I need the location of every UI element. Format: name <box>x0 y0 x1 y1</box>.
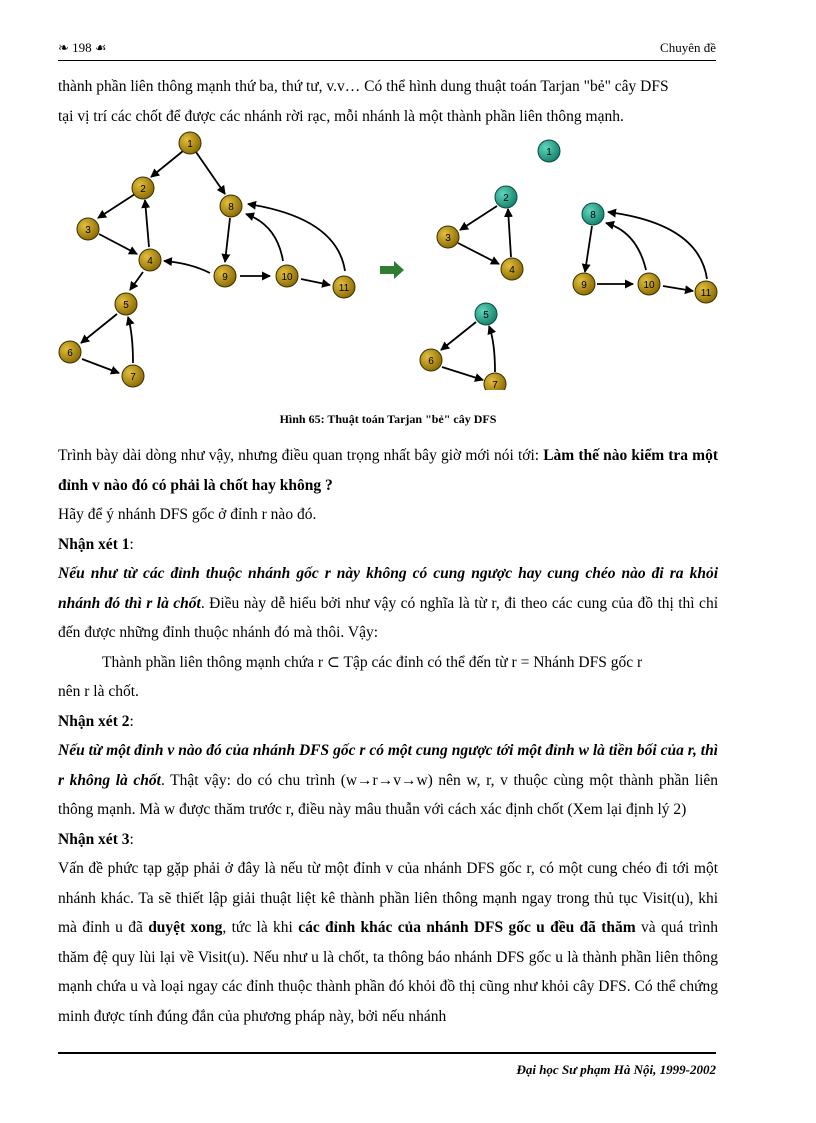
edge-2-3 <box>98 194 135 218</box>
left-node-9 <box>214 265 236 287</box>
left-graph-edges <box>81 151 345 373</box>
left-node-3 <box>77 218 99 240</box>
ornament-right: ☙ <box>94 40 107 55</box>
observation-1-conclusion: nên r là chốt. <box>58 683 139 700</box>
edge-4-5 <box>130 272 143 290</box>
svg-text:7: 7 <box>492 380 498 390</box>
intro-line-1: thành phần liên thông mạnh thứ ba, thứ tư, v.v… Có thể hình dung thuật toán Tarjan "bẻ" cây DFS <box>58 78 669 95</box>
svg-text:4: 4 <box>147 256 153 267</box>
edge-9-4 <box>164 261 210 273</box>
svg-text:11: 11 <box>700 288 712 299</box>
main-body <box>58 441 718 1031</box>
right-node-2 <box>495 186 517 208</box>
r-edge-4-2 <box>508 209 511 257</box>
section-title: Chuyên đề <box>660 40 716 55</box>
r-edge-11-8 <box>608 212 707 279</box>
svg-text:2: 2 <box>140 184 146 195</box>
r-edge-8-9 <box>585 226 592 272</box>
edge-11-8 <box>248 204 345 271</box>
svg-text:2: 2 <box>503 193 509 204</box>
left-node-6 <box>59 341 81 363</box>
right-node-8 <box>582 203 604 225</box>
svg-text:11: 11 <box>338 283 350 294</box>
svg-text:5: 5 <box>483 310 489 321</box>
edge-1-2 <box>151 151 183 177</box>
r-edge-2-3 <box>460 206 497 230</box>
edge-5-6 <box>81 314 117 343</box>
page-number-group <box>58 40 107 56</box>
left-node-1 <box>179 132 201 154</box>
svg-text:9: 9 <box>581 280 587 291</box>
edge-10-11 <box>301 279 330 285</box>
edge-3-4 <box>99 234 137 254</box>
right-node-3 <box>437 226 459 248</box>
svg-text:5: 5 <box>123 300 129 311</box>
page-number: 198 <box>72 40 92 55</box>
right-node-7 <box>484 373 506 390</box>
ornament-left: ❧ <box>58 40 69 55</box>
right-node-6 <box>420 349 442 371</box>
paragraph-question: Trình bày dài dòng như vậy, nhưng điều quan trọng nhất bây giờ mới nói tới: Làm thế nào kiểm tra một đỉnh v nào đó có phải là chốt hay không ? <box>58 447 718 494</box>
intro-text <box>58 72 718 131</box>
svg-text:10: 10 <box>281 272 293 283</box>
right-node-5 <box>475 303 497 325</box>
left-node-5 <box>115 293 137 315</box>
footer-rule <box>58 1052 716 1054</box>
svg-text:3: 3 <box>85 225 91 236</box>
tarjan-figure <box>0 130 816 390</box>
observation-2-title: Nhận xét 2: <box>58 712 134 730</box>
right-node-9 <box>573 273 595 295</box>
observation-1-title: Nhận xét 1: <box>58 535 134 553</box>
paragraph-branch: Hãy để ý nhánh DFS gốc ở đỉnh r nào đó. <box>58 506 317 523</box>
svg-text:7: 7 <box>130 372 136 383</box>
right-node-10 <box>638 273 660 295</box>
right-node-4 <box>501 258 523 280</box>
left-node-4 <box>139 249 161 271</box>
header-rule <box>58 60 716 61</box>
svg-text:3: 3 <box>445 233 451 244</box>
svg-text:9: 9 <box>222 272 228 283</box>
observation-3-text: Vấn đề phức tạp gặp phải ở đây là nếu từ một đỉnh v của nhánh DFS gốc r, có một cung chéo đi tới một nhánh khác. Ta sẽ thiết lập giải thuật liệt kê thành phần liên thông mạnh ngay trong thủ tục Visit(u), khi mà đỉnh u đã duyệt xong, tức là khi các đỉnh khác của nhánh DFS gốc u đều đã thăm và quá trình thăm đệ quy lùi lại về Visit(u). Nếu như u là chốt, ta thông báo nhánh DFS gốc u là thành phần liên thông mạnh chứa u và loại ngay các đỉnh thuộc thành phần đó khỏi đồ thị cũng như khỏi cây DFS. Có thể chứng minh được tính đúng đắn của phương pháp này, bởi nếu nhánh <box>58 860 718 1025</box>
observation-2-text: Nếu từ một đỉnh v nào đó của nhánh DFS gốc r có một cung ngược tới một đỉnh w là tiền bối của r, thì r không là chốt. Thật vậy: do có chu trình (w→r→v→w) nên w, r, v thuộc cùng một thành phần liên thông mạnh. Mà w được thăm trước r, điều này mâu thuẫn với cách xác định chốt (Xem lại định lý 2) <box>58 742 718 818</box>
observation-3-title: Nhận xét 3: <box>58 830 134 848</box>
observation-1-text: Nếu như từ các đỉnh thuộc nhánh gốc r này không có cung ngược hay cung chéo nào đi ra khỏi nhánh đó thì r là chốt. Điều này dễ hiểu bởi như vậy có nghĩa là từ r, đi theo các cung của đồ thị thì chỉ đến được những đỉnh thuộc nhánh đó mà thôi. Vậy: <box>58 565 718 641</box>
left-node-11 <box>333 276 355 298</box>
r-edge-6-7 <box>442 367 483 380</box>
r-edge-5-6 <box>441 322 476 350</box>
edge-6-7 <box>82 359 119 373</box>
svg-text:8: 8 <box>228 202 234 213</box>
edge-10-8 <box>246 214 283 261</box>
edge-7-5 <box>128 317 133 363</box>
observation-1-formula: Thành phần liên thông mạnh chứa r ⊂ Tập các đỉnh có thể đến từ r = Nhánh DFS gốc r <box>102 653 643 671</box>
right-graph-edges <box>441 206 707 380</box>
r-edge-10-11 <box>663 286 693 291</box>
r-edge-10-8 <box>606 223 646 270</box>
footer-text: Đại học Sư phạm Hà Nội, 1999-2002 <box>516 1062 716 1077</box>
svg-text:4: 4 <box>509 265 515 276</box>
edge-8-9 <box>225 218 230 262</box>
left-node-8 <box>220 195 242 217</box>
transform-arrow-icon <box>380 261 404 279</box>
edge-1-8 <box>196 152 225 194</box>
right-graph-nodes <box>420 140 717 390</box>
right-node-1 <box>538 140 560 162</box>
edge-4-2 <box>145 200 149 247</box>
left-graph-nodes <box>59 132 355 387</box>
svg-text:1: 1 <box>546 147 552 158</box>
right-node-11 <box>695 281 717 303</box>
svg-text:1: 1 <box>187 139 193 150</box>
svg-text:6: 6 <box>428 356 434 367</box>
left-node-10 <box>276 265 298 287</box>
r-edge-3-4 <box>458 243 499 264</box>
r-edge-7-5 <box>489 326 495 372</box>
left-node-7 <box>122 365 144 387</box>
figure-caption: Hình 65: Thuật toán Tarjan "bẻ" cây DFS <box>279 412 497 426</box>
svg-text:10: 10 <box>643 280 655 291</box>
svg-text:6: 6 <box>67 348 73 359</box>
left-node-2 <box>132 177 154 199</box>
intro-line-2: tại vị trí các chốt để được các nhánh rời rạc, mỗi nhánh là một thành phần liên thông mạnh. <box>58 107 624 125</box>
svg-text:8: 8 <box>590 210 596 221</box>
page-header <box>58 36 716 58</box>
